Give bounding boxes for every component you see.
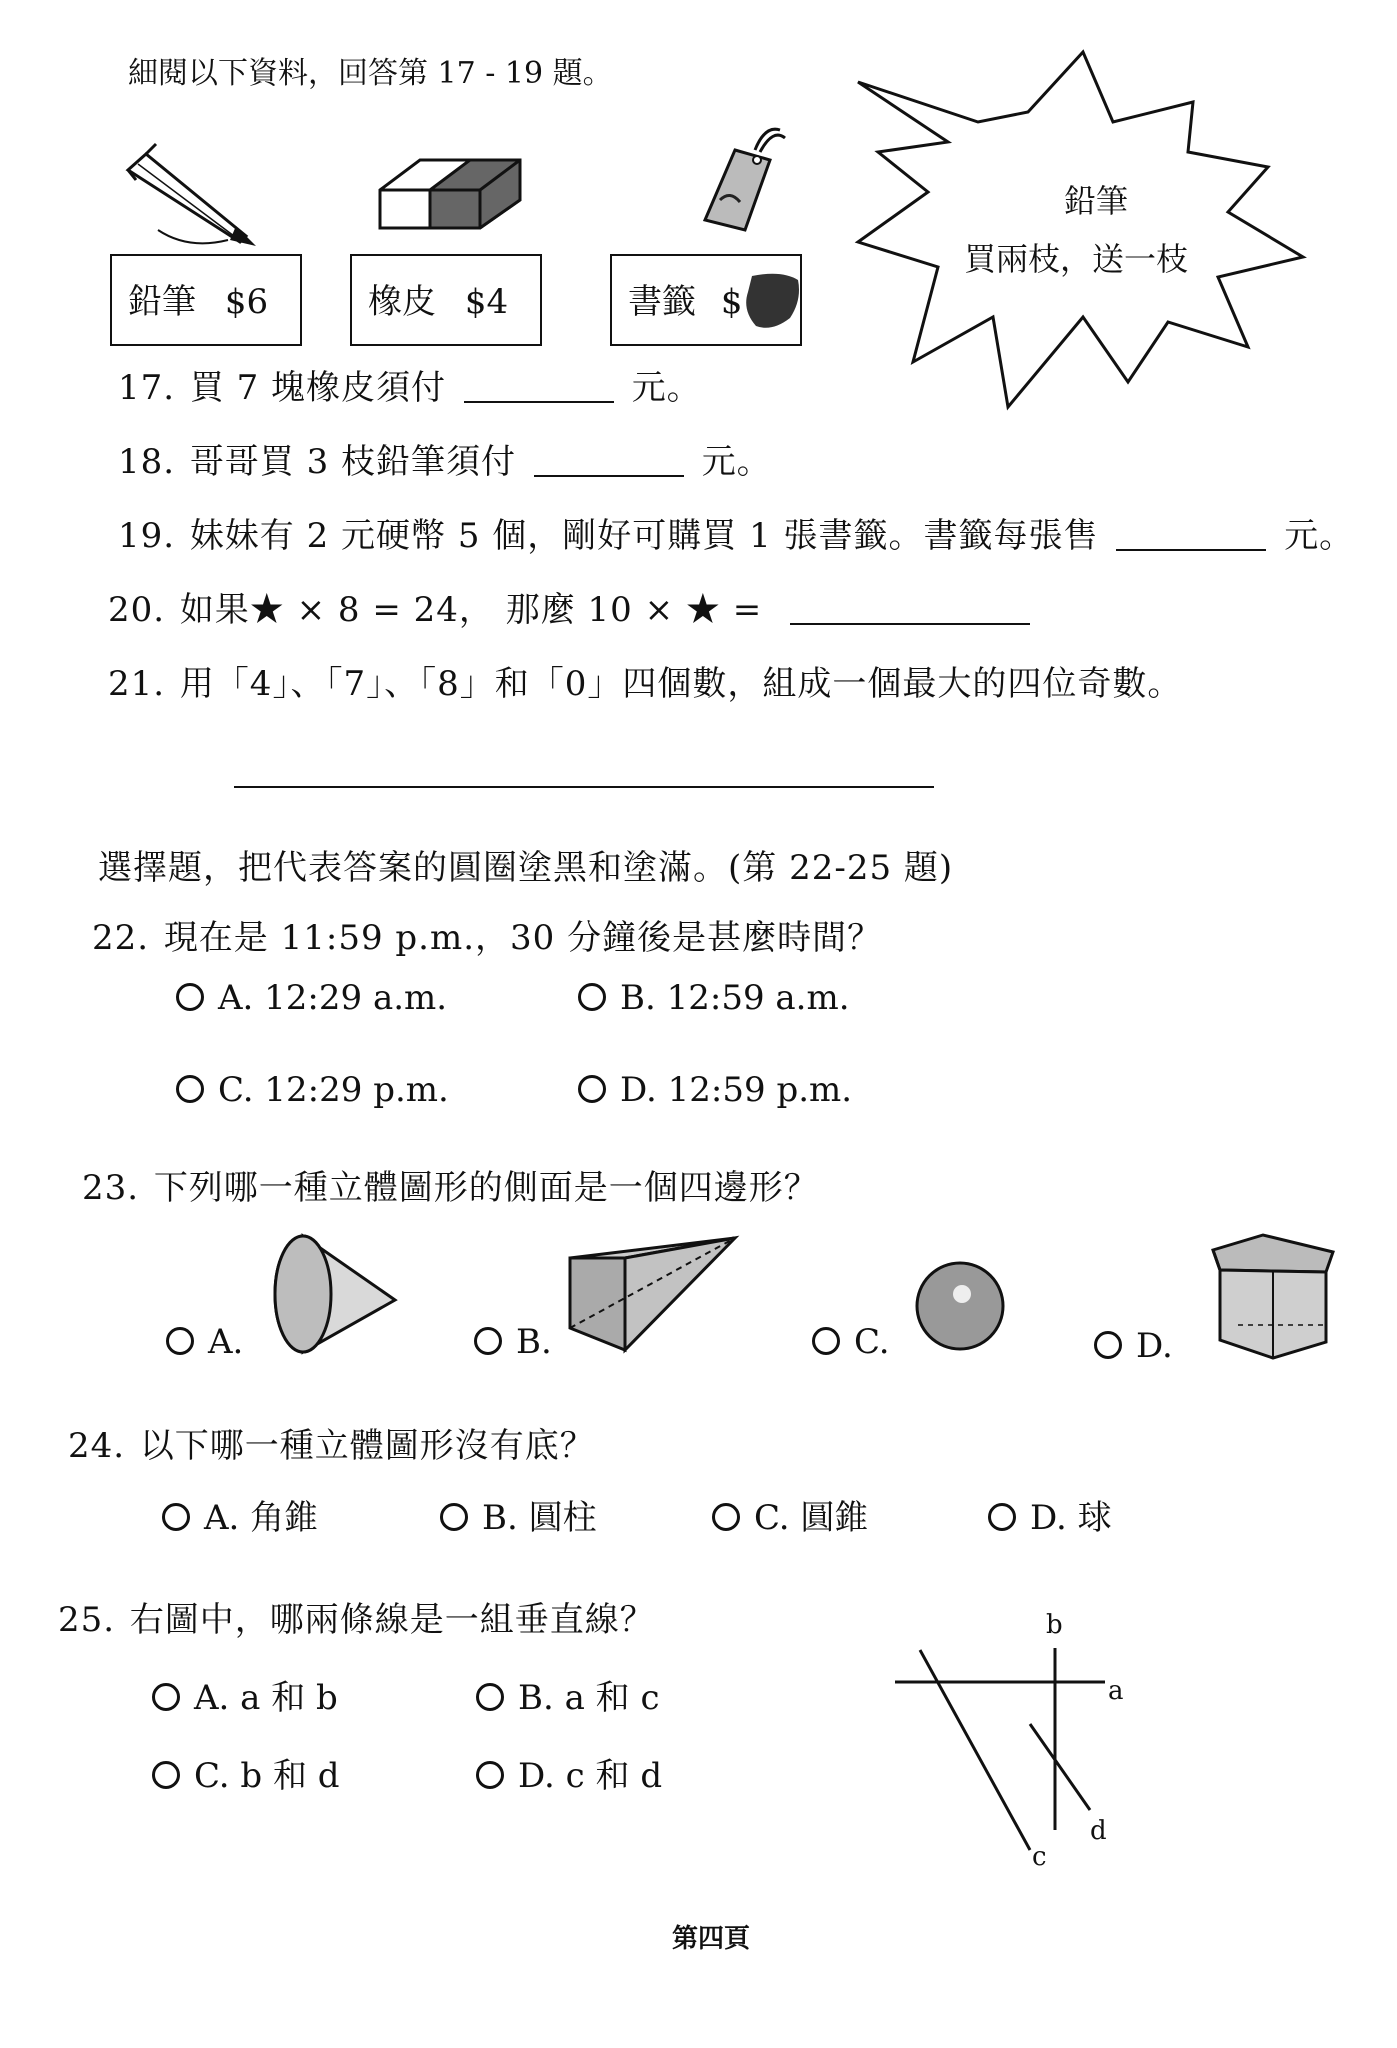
answer-blank[interactable] — [464, 371, 614, 403]
line-d — [1030, 1724, 1090, 1810]
option-label: A. 12:29 a.m. — [218, 978, 448, 1018]
promo-title: 鉛筆 — [1064, 182, 1129, 220]
option-label: D. 12:59 p.m. — [620, 1070, 853, 1110]
option-label: D. — [1136, 1326, 1173, 1366]
option-label: C. — [854, 1322, 890, 1362]
radio-circle-icon[interactable] — [812, 1327, 840, 1355]
question-text: 右圖中，哪兩條線是一組垂直線？ — [129, 1600, 655, 1640]
option-label: A. — [208, 1322, 244, 1362]
question-text: 買 7 塊橡皮須付 — [189, 368, 447, 408]
option-label: C. b 和 d — [194, 1756, 340, 1796]
answer-unit: 元。 — [1284, 516, 1355, 556]
question-21 — [108, 656, 1182, 705]
option-label: B. a 和 c — [518, 1678, 660, 1718]
sphere-icon — [912, 1258, 1008, 1354]
price-item: 書籤 — [628, 282, 696, 322]
q24-option-d[interactable] — [988, 1490, 1112, 1539]
question-number: 24. — [68, 1426, 126, 1466]
radio-circle-icon[interactable] — [440, 1503, 468, 1531]
answer-unit: 元。 — [701, 442, 772, 482]
option-label: C. 12:29 p.m. — [218, 1070, 449, 1110]
triangular-prism-icon — [565, 1228, 745, 1358]
q24-option-a[interactable] — [162, 1490, 318, 1539]
radio-circle-icon[interactable] — [176, 1075, 204, 1103]
answer-blank[interactable] — [234, 786, 934, 788]
intro-text: 細閱以下資料，回答第 17 - 19 題。 — [128, 56, 613, 91]
q22-option-d[interactable] — [578, 1070, 852, 1110]
radio-circle-icon[interactable] — [988, 1503, 1016, 1531]
answer-blank[interactable] — [790, 593, 1030, 625]
question-number: 19. — [118, 516, 176, 556]
answer-unit: 元。 — [631, 368, 702, 408]
page-number: 第四頁 — [672, 1924, 751, 1954]
label-c: c — [1032, 1842, 1047, 1872]
q23-option-a[interactable] — [166, 1322, 243, 1362]
q23-option-c[interactable] — [812, 1322, 890, 1362]
question-20 — [108, 582, 1030, 631]
question-25 — [58, 1592, 655, 1641]
q25-option-a[interactable] — [152, 1670, 338, 1719]
price-value: $6 — [224, 282, 269, 322]
price-item: 鉛筆 — [128, 282, 196, 322]
ink-blot-icon — [742, 270, 802, 334]
radio-circle-icon[interactable] — [152, 1683, 180, 1711]
question-number: 21. — [108, 664, 166, 704]
bookmark-illustration — [685, 120, 805, 235]
question-text: 如果★ × 8 = 24， 那麼 10 × ★ = — [179, 590, 763, 630]
label-b: b — [1046, 1610, 1063, 1640]
radio-circle-icon[interactable] — [578, 1075, 606, 1103]
question-number: 20. — [108, 590, 166, 630]
pentagonal-prism-icon — [1208, 1230, 1338, 1365]
question-number: 17. — [118, 368, 176, 408]
question-text: 以下哪一種立體圖形沒有底？ — [139, 1426, 595, 1466]
question-19 — [118, 508, 1354, 557]
q22-option-c[interactable] — [176, 1070, 449, 1110]
price-value: $ — [720, 282, 743, 322]
option-label: D. c 和 d — [518, 1756, 663, 1796]
promo-offer: 買兩枝，送一枝 — [964, 240, 1189, 278]
question-text: 現在是 11:59 p.m.，30 分鐘後是甚麼時間？ — [163, 918, 883, 958]
question-number: 25. — [58, 1600, 116, 1640]
option-label: A. 角錐 — [204, 1498, 319, 1538]
price-box-eraser — [350, 254, 542, 346]
cone-icon — [265, 1230, 400, 1360]
label-d: d — [1090, 1816, 1107, 1846]
question-17 — [118, 360, 702, 409]
price-value: $4 — [464, 282, 509, 322]
radio-circle-icon[interactable] — [476, 1761, 504, 1789]
radio-circle-icon[interactable] — [176, 983, 204, 1011]
option-label: B. — [516, 1322, 552, 1362]
radio-circle-icon[interactable] — [1094, 1331, 1122, 1359]
question-18 — [118, 434, 772, 483]
question-number: 23. — [82, 1168, 140, 1208]
price-item: 橡皮 — [368, 282, 436, 322]
q24-option-b[interactable] — [440, 1490, 597, 1539]
question-22 — [92, 910, 882, 959]
q25-option-b[interactable] — [476, 1670, 660, 1719]
question-number: 22. — [92, 918, 150, 958]
option-label: B. 圓柱 — [482, 1498, 597, 1538]
radio-circle-icon[interactable] — [476, 1683, 504, 1711]
mc-instruction: 選擇題，把代表答案的圓圈塗黑和塗滿。(第 22-25 題) — [98, 848, 954, 888]
radio-circle-icon[interactable] — [474, 1327, 502, 1355]
q25-option-c[interactable] — [152, 1748, 340, 1797]
question-text: 下列哪一種立體圖形的側面是一個四邊形？ — [153, 1168, 819, 1208]
price-box-bookmark — [610, 254, 802, 346]
answer-blank[interactable] — [1116, 519, 1266, 551]
question-text: 用「4」、「7」、「8」和「0」四個數，組成一個最大的四位奇數。 — [179, 664, 1183, 704]
q24-option-c[interactable] — [712, 1490, 868, 1539]
q25-option-d[interactable] — [476, 1748, 662, 1797]
price-box-pencil — [110, 254, 302, 346]
q23-option-b[interactable] — [474, 1322, 552, 1362]
question-text: 哥哥買 3 枝鉛筆須付 — [189, 442, 517, 482]
pencil-illustration — [118, 140, 258, 250]
question-text: 妹妹有 2 元硬幣 5 個，剛好可購買 1 張書籤。書籤每張售 — [189, 516, 1099, 556]
option-label: C. 圓錐 — [754, 1498, 869, 1538]
answer-blank[interactable] — [534, 445, 684, 477]
label-a: a — [1108, 1676, 1124, 1706]
question-24 — [68, 1418, 595, 1467]
line-c — [920, 1650, 1030, 1850]
promo-starburst — [838, 42, 1378, 422]
question-23 — [82, 1160, 819, 1209]
radio-circle-icon[interactable] — [166, 1327, 194, 1355]
q22-option-b[interactable] — [578, 978, 850, 1018]
radio-circle-icon[interactable] — [712, 1503, 740, 1531]
q23-option-d[interactable] — [1094, 1326, 1173, 1366]
lines-diagram — [890, 1640, 1170, 1870]
question-number: 18. — [118, 442, 176, 482]
option-label: B. 12:59 a.m. — [620, 978, 850, 1018]
option-label: A. a 和 b — [194, 1678, 338, 1718]
radio-circle-icon[interactable] — [152, 1761, 180, 1789]
radio-circle-icon[interactable] — [162, 1503, 190, 1531]
radio-circle-icon[interactable] — [578, 983, 606, 1011]
eraser-illustration — [370, 150, 530, 230]
option-label: D. 球 — [1030, 1498, 1112, 1538]
q22-option-a[interactable] — [176, 978, 447, 1018]
